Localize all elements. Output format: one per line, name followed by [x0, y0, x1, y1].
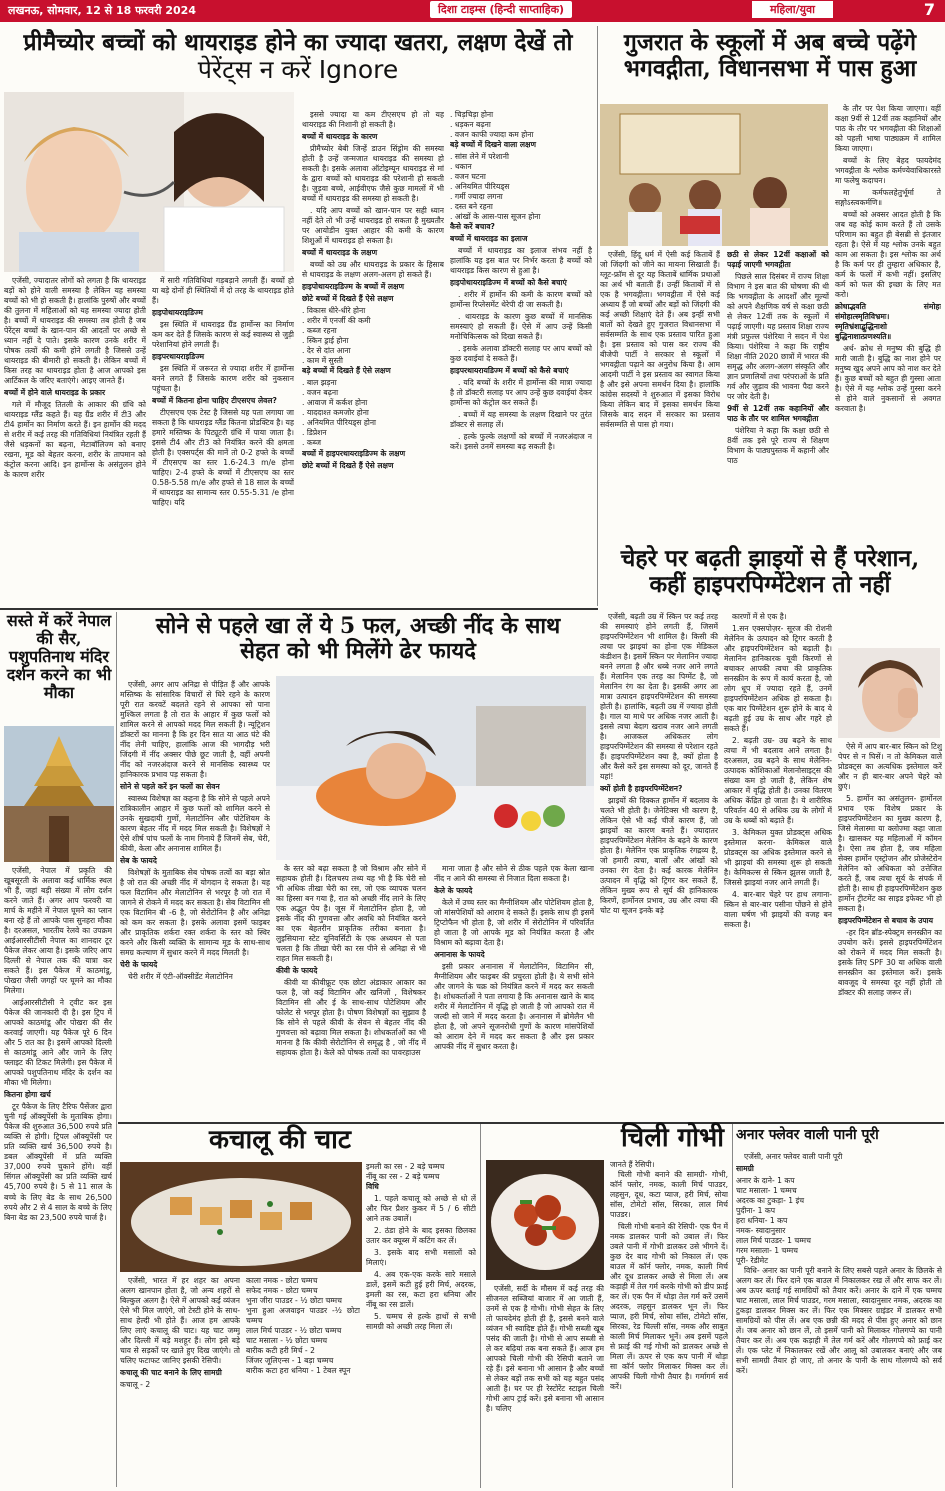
story1-column-4	[450, 110, 592, 606]
list-item: हरा धनिया- 1 कप	[736, 1216, 788, 1226]
chilli-gobhi-illustration	[486, 1160, 604, 1280]
story1-headline-line2: पेरेंट्स न करें Ignore	[197, 54, 399, 84]
story2-column-1	[600, 250, 720, 542]
list-item: गरम मसाला- 1 चम्मच	[736, 1246, 798, 1256]
list-item: . अनियमित पीरियड्स होना	[302, 418, 377, 428]
paragraph: पिछले साल दिसंबर में राज्य शिक्षा विभाग ने इस बात की घोषणा की थी कि भगवद्गीता के आदर्शों और मूल्यों को अपने शैक्षणिक वर्ष से कक्षा छठी से लेकर 12वीं तक के स्कूलों में पढ़ाई जाएगी। यह प्रस्ताव शिक्षा राज्य मंत्री प्रफुल्ल पंशेरिया ने सदन में पेश किया। पंशेरिया ने कहा कि राष्ट्रीय शिक्षा नीति 2020 छात्रों में भारत की समृद्ध और अलग-अलग संस्कृति और ज्ञान प्रणालियों तथा परंपराओं के प्रति गर्व और जुड़ाव की भावना पैदा करने पर जोर देती है।	[727, 272, 829, 402]
list-item: . स्किन ड्राई होना	[302, 336, 349, 346]
kachalu-chaat-photo	[120, 1162, 362, 1272]
recipe3-headline: अनार फ्लेवर वाली पानी पूरी	[736, 1127, 879, 1143]
subheading: छोटे बच्चों में दिखते हैं ऐसे लक्षण	[302, 294, 394, 304]
paragraph: एजेंसी, भारत में हर शहर का अपना अलग खानपान होता है, जो अन्य शहरों से बिल्कुल अलग है। ऐसे में आपको कई व्यंजन ऐसे भी मिल जाएंगे, जो टेस्टी होने के साथ-साथ हेल्दी भी होते हैं। आज हम आपके लिए लाएं कचालू की चाट। यह चाट जम्मू और दिल्ली में बड़े मशहूर हैं। लोग इसे बड़े चाव से सड़कों पर खाते हुए दिख जाएंगे। तो चलिए फटाफट जानिए इसकी रेसिपी।	[120, 1276, 240, 1366]
paragraph: के स्तर को बढ़ा सकता है जो विश्राम और सोने में सहायक होती है। दिलचस्प तथ्य यह भी है कि चेरी सो भी अधिक तीखा चेरी का रस, जो एक व्यापक चलन का हिस्सा बन गया है, रात को अच्छी नींद लाने के लिए एक अद्भुत पेय है। जूस में मेलाटोनिन होता है, जो इसके नींद की गुणवत्ता और अवधि को नियंत्रित करने का एक बेहतरीन प्राकृतिक तरीका बनाता है। लुइसियाना स्टेट यूनिवर्सिटी के एक अध्ययन से पता चलता है कि तीखा चेरी का रस पीने से अनिद्रा से भी राहत मिल सकती है।	[276, 864, 426, 964]
story1-headline-line1: प्रीमैच्योर बच्चों को थायराइड होने का ज्यादा खतरा, लक्षण देखें तो	[23, 29, 573, 56]
paragraph: आईआरसीटीसी ने ट्वीट कर इस पैकेज की जानकारी दी है। इस ट्रिप में आपको काठमांडू और पोखरा की सैर करवाई जाएगी। यह पैकेज पूरे 6 दिन और 5 रात का है। इसमें आपको दिल्ली से काठमांडू आने और जाने के लिए फ्लाइट की टिकट मिलेगी। इस पैकेज में आपको पशुपतिनाथ मंदिर के दर्शन का मौका भी मिलेगा।	[4, 998, 112, 1088]
paragraph: . बच्चों में यह समस्या के लक्षण दिखाने पर तुरंत डॉक्टर से सलाह लें।	[450, 410, 592, 430]
story5-column-2	[724, 612, 832, 1120]
list-item: . गर्मी ज्यादा लगना	[450, 192, 503, 202]
subheading: बच्चों में थायराइड के लक्षण	[302, 248, 378, 258]
paragraph: 5. हार्मोन का असंतुलन- हार्मोनल प्रभाव एक विशेष प्रकार के हाइपरपिग्मेंटेशन का मुख्य कारण है, जिसे मेलास्मा या क्लोज्मा कहा जाता है। खासकर यह महिलाओं में कॉमन है। ऐसा तब होता है, जब महिला सेक्स हार्मोन एस्ट्रोजन और प्रोजेस्टेरोन मेलेनिन को अधिकता को उत्तेजित करते हैं, जब त्वचा सूर्य के संपर्क में होती है। साथ ही हाइपरपिग्मेंटेशन कुछ हार्मोन ट्रीटमेंट का साइड इफेक्ट भी हो सकता है।	[838, 794, 942, 914]
story2-column-3	[835, 104, 941, 542]
list-item: . शरीर में एनर्जी की कमी	[302, 316, 371, 326]
paragraph: 3. केमिकल युक्त प्रोडक्ट्स अधिक इस्तेमाल करना- केमिकल वाले प्रोडक्ट्स का अधिक इस्तेमाल करने से भी झाइयां की समस्या शुरू हो सकती है। केमिकल्स से स्किन झुलस जाती है, जिससे झाइयां नजर आने लगती हैं।	[724, 828, 832, 888]
paragraph: . इसके अलावा डॉक्टरी सलाह पर आप बच्चों को कुछ दवाईयां दे सकते हैं।	[450, 344, 592, 364]
subheading: छोटे बच्चों में दिखते हैं ऐसे लक्षण	[302, 460, 394, 470]
paragraph: एजेंसी, हिंदू धर्म में ऐसी कई किताबें हैं जो जिंदगी को जीने का मायना सिखाती हैं। ग्लूट-फ्रॉम से दूर यह किताबें धार्मिक प्रथाओं का अर्थ भी बताती हैं। उन्हीं किताबों में से एक है भगवद्गीता। भगवद्गीता में ऐसे कई अध्याय हैं जो बच्चों और बड़ों को जिंदगी की कई अच्छी शिक्षाएं देते हैं। अब इन्हीं सभी बातों को देखते हुए गुजरात विधानसभा में सर्वसम्मति के साथ एक प्रस्ताव पारित हुआ है। इस प्रस्ताव को पास कर राज्य की बीजेपी पार्टी ने सरकार से स्कूलों में भगवद्गीता पढ़ाने का अनुरोध किया है। आम आदमी पार्टी ने इस प्रस्ताव का स्वागत किया है और इसे अपना समर्थन दिया है। हालांकि कांग्रेस सदस्यों ने शुरुआत में इसका विरोध किया लेकिन बाद में इसका समर्थन किया जिसके बाद सदन में सरकार का प्रस्ताव सर्वसम्मति से पास हो गया।	[600, 250, 720, 430]
subheading: अनानास के फायदे	[434, 950, 485, 960]
subheading: क्यों होती है हाइपरपिग्मेंटेशन?	[600, 784, 683, 794]
list-item: जिंजर जूलिएन्स - 1 बड़ा चम्मच	[246, 1356, 334, 1366]
column-divider	[732, 1124, 733, 1488]
paragraph: . हल्के फुल्के लक्षणों को बच्चों में नजरअंदाज न करें। इससे उनमें समस्या बढ़ सकती है।	[450, 432, 592, 452]
recipe2-headline: चिली गोभी	[620, 1123, 724, 1153]
recipe2-intro	[486, 1284, 604, 1488]
subheading: बच्चों में हाइपरथायराइडिज्म के लक्षण	[302, 448, 406, 458]
subheading: हाइपोथायराइडिज्म	[152, 308, 203, 318]
list-item: चाट मसाला- 1 चम्मच	[736, 1186, 797, 1196]
list-item: . कब्ज	[302, 438, 322, 448]
page-number: 7	[923, 0, 935, 19]
paragraph: स्वास्थ्य विशेषज्ञ का कहना है कि सोने से पहले अपने रात्रिकालीन आहार में कुछ फलों को शामिल करने से उनके सुखदायी गुणों, मेलाटोनिन और पोटेशियम के कारण बेहतर नींद में मदद मिल सकती है। विशेषज्ञों ने ऐसे शीर्ष पांच फलों के नाम गिनाये हैं जिनमें सेब, चेरी, कीवी, केला और अनानास शामिल हैं।	[120, 794, 270, 854]
face-illustration	[838, 648, 940, 738]
child-doctor-photo	[4, 92, 294, 272]
paragraph: कीवी या कीवीफ्रूट एक छोटा अंडाकार आकार का फल है, जो कई विटामिन और खनिजों , विशेषकर विटामिन सी और ई के साथ-साथ पोटेशियम और फोलेट से भरपूर होता है। पोषण विशेषज्ञों का सुझाव है कि सोने से पहले कीवी के सेवन से बेहतर नींद की गुणवत्ता को बढ़ावा मिल सकता है। शोधकर्ताओं का भी मानना है कि कीवी सेरोटोनिन से समृद्ध है , जो नींद में सहायक होता है। केले को पोषक तत्वों का पावरहाउस	[276, 978, 426, 1058]
subheading: कचालू की चाट बनाने के लिए सामग्री	[120, 1368, 222, 1378]
paragraph: विधि- अनार का पानी पूरी बनाने के लिए सबसे पहले अनार के छिलके से अलग कर लें। फिर दाने एक बाउल में निकालकर रख लें और साफ कर लें। अब ऊपर बताई गई सामग्रियों को तैयार करें। अनार के दाने में एक चम्मच चाट मसाला, लाल मिर्च पाउडर, गरम मसाला, स्वादानुसार नमक, अदरक का टुकड़ा डालकर मिक्स कर लें। फिर एक मिक्सर ग्राइंडर में डालकर सभी सामग्रियों को पीस लें। अब एक छन्नी की मदद से पीस हुए अनार को छान लें। जब अनार को छान लें, तो इसमें पानी को मिलाकर गोलगप्पे का पानी तैयार कर लें। अब एक कड़ाही में तेल गर्म करें और गोलगप्पे को फ्राई कर लें। एक प्लेट में निकालकर रखें और आलू को उबालकर बनाएं और जब सभी सामग्री तैयार हो जाए, तो अनार के पानी के साथ गोलगप्पे को सर्व करें।	[736, 1266, 942, 1376]
subheading: क्रोधाद्भवति संमोहः संमोहात्स्मृतिविभ्रमः। स्मृतिभ्रंशाद्बुद्धिनाशो बुद्धिनाशात्प्रणश्यति॥	[835, 302, 941, 342]
story1-column-1	[4, 276, 146, 606]
story4-headline-line2: सेहत को भी मिलेंगे ढेर फायदे	[240, 637, 476, 664]
subheading: बच्चों में कितना होना चाहिए टीएसएच लेवल?	[152, 396, 277, 406]
list-item: लाल मिर्च पाउडर- 1 चम्मच	[736, 1236, 811, 1246]
recipe1-headline: कचालू की चाट	[209, 1125, 351, 1155]
kachalu-illustration	[120, 1162, 362, 1272]
paragraph: इस स्थिति में जरूरत से ज्यादा शरीर में हार्मोन्स बनने लगते हैं जिसके कारण शरीर को नुकसान पहुंचता है।	[152, 364, 294, 394]
list-item: . चिड़चिड़ा होना	[450, 110, 494, 119]
page-header	[0, 0, 945, 22]
subheading: हाइपोथायराइडिज्म के बच्चों में लक्षण	[302, 282, 404, 292]
paragraph: एजेंसी, ज्यादातर लोगों को लगता है कि थायराइड बड़ों को होने वाली समस्या है लेकिन यह समस्या बच्चों को भी हो सकती है। हालांकि पुरुषों और बच्चों की तुलना में महिलाओं को यह समस्या ज्यादा होती है। बच्चों में थायराइड की समस्या तब होती है जब पेरेंट्स बच्चों के खान-पान की आदतों पर अच्छे से ध्यान नहीं दे पाते। इसके कारण उनके शरीर में पोषक तत्वों की कमी होने लगती है जिससे उन्हें थायराइड की बीमारी हो सकती है। लेकिन बच्चों में किस तरह का थायराइड होता है आज आपको इस आर्टिकल के जरिए बताएंगे। आइए जानते हैं।	[4, 276, 146, 386]
paragraph: 4. अब एक-एक करके सारे मसाले डालें, इसमें कटी हुई हरी मिर्च, अदरक, इमली का रस, कटा हरा धनिया और नींबू का रस डालें।	[366, 1270, 476, 1310]
subheading: केले के फायदे	[434, 886, 473, 896]
list-item: भुना जीरा पाउडर - ½ छोटा चम्मच	[246, 1296, 342, 1306]
list-item: . काम में सुस्ती	[302, 356, 343, 366]
story4-headline	[120, 614, 596, 663]
pashupatinath-temple-photo	[4, 726, 114, 862]
story5-headline	[600, 546, 940, 598]
paragraph: . यदि आप बच्चों को खान-पान पर सही ध्यान नहीं देते तो भी उन्हें थायराइड हो सकता है मुख्यतौर पर आयोडीन युक्त आहार की कमी के कारण शिशुओं में थायराइड हो सकता है।	[302, 206, 444, 246]
paragraph: कारणों में से एक है।	[732, 612, 787, 621]
story3-headline: सस्ते में करें नेपाल की सैर, पशुपतिनाथ मंदिर दर्शन करने का भी मौका	[6, 611, 112, 702]
list-item: सफेद नमक - छोटा चम्मच	[246, 1286, 318, 1296]
list-item: . विकास धीरे-धीरे होना	[302, 306, 366, 316]
recipe3-body	[736, 1152, 942, 1488]
list-item: . दस्त बने रहना	[450, 202, 493, 212]
story3-body	[4, 866, 112, 1486]
subheading: हाइपरपिग्मेंटेशन से बचाव के उपाय	[838, 916, 934, 926]
subheading: कितना होगा खर्च	[4, 1090, 51, 1100]
subheading: बच्चों में होने वाले थायराइड के प्रकार	[4, 388, 106, 398]
list-item: पूरी- रेडीमेट	[736, 1256, 769, 1266]
story4-headline-line1: सोने से पहले खा लें ये 5 फल, अच्छी नींद के साथ	[155, 613, 561, 639]
paragraph: 2. बढ़ती उम्र- उम्र बढ़ने के साथ त्वचा में भी बदलाव आने लगता है। दरअसल, उम्र बढ़ने के साथ मेलेनिन-उत्पादक कोशिकाओं मेलानोसाइट्स की संख्या कम हो जाती है, लेकिन शेष आकार में वृद्धि होती है। उनका वितरण अधिक केंद्रित हो जाता है। ये शारीरिक परिवर्तन 40 से अधिक उम्र के लोगों में उम्र के धब्बों को बढ़ाते हैं।	[724, 736, 832, 826]
gita-students-illustration	[600, 104, 828, 246]
subheading: बड़े बच्चों में दिखने वाला लक्षण	[450, 140, 536, 150]
subheading: 9वीं से 12वीं तक कहानियों और पाठ के तौर पर शामिल भगवद्गीता	[727, 404, 829, 424]
list-item: भुना हुआ अजवाइन पाउडर -½ छोटा चम्मच	[246, 1306, 360, 1326]
list-item: जानते हैं रेसिपी।	[610, 1160, 655, 1169]
list-item: अदरक का टुकड़ा- 1 इंच	[736, 1196, 805, 1206]
story5-column-3	[838, 742, 942, 1120]
story4-column-2	[276, 864, 426, 1120]
recipe1-column-3	[366, 1162, 476, 1488]
story5-headline-line2: कहीं हाइपरपिग्मेंटेशन तो नहीं	[649, 570, 891, 598]
subheading: विधि	[366, 1182, 379, 1192]
list-item: . याददाश्त कमजोर होना	[302, 408, 369, 418]
paragraph: गले में मौजूद तितली के आकार की ग्रंथि को थायराइड ग्लैंड कहते हैं। यह ग्रैंड शरीर में टी3 और टी4 हार्मोन का निर्माण करते हैं। इन हार्मोन की मदद से शरीर में कई तरह की गतिविधियां नियंत्रित रहती हैं जैसे धड़कनों का बढ़ना, मेटाबॉलिज्म को बनाए रखना, मूड को बेहतर करना, शरीर के तापमान को कंट्रोल करना आदि। इन हार्मोन्स के असंतुलन होने के कारण शरीर	[4, 400, 146, 480]
recipe2-body	[610, 1160, 728, 1488]
paragraph: अर्थ- क्रोध से मनुष्य की बुद्धि ही मारी जाती है। बुद्धि का नाश होने पर मनुष्य खुद अपने आप को नाश कर देते हैं। कुछ बच्चों को बहुत ही गुस्सा आता है। ऐसे में यह श्लोक उन्हें गुस्सा करने से होने वाले नुकसानों से अवगत करवाता है।	[835, 344, 941, 414]
list-item: . अनियमित पीरियड्स	[450, 182, 510, 192]
paragraph: . थायराइड के कारण कुछ बच्चों में मानसिक समस्याएं हो सकती हैं। ऐसे में आप उन्हें किसी मनोचिकित्सक को दिखा सकते हैं।	[450, 312, 592, 342]
woman-face-photo	[838, 648, 940, 738]
story5-headline-line1: चेहरे पर बढ़ती झाइयों से हैं परेशान,	[620, 545, 920, 572]
paragraph: 4. बार-बार चेहरे पर हाथ लगाना- स्किन से बार-बार पसीना पोंछने से होने वाला घर्षण भी झाइयों की वजह बन सकता है।	[724, 890, 832, 930]
subheading: सोने से पहले करें इन फलों का सेवन	[120, 782, 220, 792]
list-item: . सांस लेने में परेशानी	[450, 152, 509, 162]
paragraph: . यदि बच्चों के शरीर में हार्मोन्स की मात्रा ज्यादा है तो डॉक्टरी सलाह पर आप उन्हें कुछ दवाईयां देकर हार्मोन्स को कंट्रोल कर सकते हैं।	[450, 378, 592, 408]
paragraph: इसी प्रकार अनानास में मेलाटोनिन, विटामिन सी, मैग्नीशियम और फाइबर की प्रचुरता होती है। ये सभी सोने और जागने के चक्र को नियंत्रित करने में मदद कर सकती है। शोधकर्ताओं ने पता लगाया है कि अनानास खाने के बाद शरीर में मेलाटोनिन में वृद्धि हो जाती है जो आपको रात में जल्दी सो जाने में मदद करता है। अनानास में ब्रोमेलैन भी होता है, जो अपने सूजनरोधी गुणों के कारण मांसपेशियों को आराम देने में मदद कर सकता है और इस प्रकार आपकी नींद में सुधार करता है।	[434, 962, 594, 1052]
section-name: महिला/युवा	[752, 1, 833, 18]
subheading: बच्चों में थायराइड के कारण	[302, 132, 378, 142]
story2-headline-line1: गुजरात के स्कूलों में अब बच्चे पढ़ेंगे	[623, 29, 917, 56]
subheading: हाइपरथायरायडिज्म में बच्चों को कैसे बचाएं	[450, 366, 569, 376]
paragraph: एजेंसी, नेपाल में प्रकृति की खूबसूरती के अलावा कई धार्मिक स्थल भी हैं, जहां बड़ी संख्या में लोग दर्शन करने जाते हैं। अगर आप फरवरी या मार्च के महीने में नेपाल घूमने का प्लान बना रहे हैं तो आपके पास सुनहरा मौका है। दरअसल, भारतीय रेलवे का उपक्रम आईआरसीटीसी नेपाल का शानदार टूर पैकेज लेकर आया है। इसके जरिए आप दिल्ली से नेपाल तक की यात्रा कर सकते हैं। इस पैकेज में काठमांडू, पोखरा जैसी जगहों पर घूमने का मौका मिलेगा।	[4, 866, 112, 996]
story1-headline	[4, 30, 592, 84]
story1-column-3	[302, 110, 444, 606]
list-item: बारीक कटा हरा धनिया - 1 टेबल स्पून	[246, 1366, 351, 1376]
list-item: . कब्ज रहना	[302, 326, 337, 336]
list-item: काला नमक - छोटा चम्मच	[246, 1276, 318, 1285]
list-item: इमली का रस - 2 बड़े चम्मच	[366, 1162, 445, 1171]
subheading: छठी से लेकर 12वीं कक्षाओं को पढ़ाई जाएगी भगवद्गीता	[727, 250, 829, 270]
list-item: . वजन बढ़ना	[302, 388, 339, 398]
list-item: . देर से दांत आना	[302, 346, 351, 356]
list-item: नमक- स्वादानुसार	[736, 1226, 786, 1236]
list-item: . वजन काफी ज्यादा कम होना	[450, 130, 534, 140]
section-divider	[0, 608, 598, 610]
story2-headline	[600, 30, 940, 82]
list-item: . धड़कन बढ़ना	[450, 120, 491, 130]
newspaper-name: दिशा टाइम्स (हिन्दी साप्ताहिक)	[430, 1, 572, 18]
paragraph: . शरीर में हार्मोन की कमी के कारण बच्चों को हार्मोन्स रिप्लेसमेंट थेरेपी दी जा सकती है।	[450, 290, 592, 310]
paragraph: एजेंसी, बढ़ती उम्र में स्किन पर कई तरह की समस्याएं होने लगती हैं, जिसमें हाइपरपिग्मेंटेशन भी शामिल है। किसी की त्वचा पर झाइयां का होना एक मेडिकल कंडीशन है। इसमें स्किन पर मेलानिन ज्यादा बनने लगता है और धब्बे नजर आने लगते हैं। मेलानिन एक तरह का पिग्मेंट है, जो मेलानिन रंग का देता है। इसकी अगर आ मात्रा उत्पादन हाइपरपिग्मेंटेशन की समस्या होती है। हालांकि, बढ़ती उम्र में ज्यादा होती है। गाल या माथे पर अधिक नजर आती है। इससे त्वचा बेदाग खराब नजर आने लगती है। आजकल अधिकतर लोग हाइपरपिग्मेंटेशन की समस्या से परेशान रहते हैं। हाइपरपिग्मेंटेशन क्या है, क्यों होता है और कैसे करें इस समस्या को दूर, जानते हैं यहां!	[600, 612, 718, 782]
column-divider	[480, 1124, 481, 1488]
paragraph: एजेंसी, सर्दी के मौसम में कई तरह की सीजनल सब्जियां बाजार में आ जाती हैं, उनमें से एक है गोभी। गोभी सेहत के लिए तो फायदेमंद होती ही है, इससे बनने वाले व्यंजन भी स्वादिष्ट होते हैं। गोभी सब्जी खूब पसंद की जाती है। गोभी से आप सब्जी से ले कर बढ़ियां तक बना सकते हैं। आज हम आपको चिली गोभी की रेसिपी बताने जा रहे हैं। इसे बनाना भी आसान है और बच्चों से लेकर बड़ों तक सभी को यह बहुत पसंद आती है। घर पर ही रेस्टोरेंट स्टाइल चिली गोभी आप ट्राई करें। इसे बनाना भी आसान है। चलिए	[486, 1284, 604, 1414]
list-item: अनार के दाने- 1 कप	[736, 1176, 795, 1186]
subheading: हाइपरथायराइडिज्म	[152, 352, 205, 362]
paragraph: विशेषज्ञों के मुताबिक सेब पोषक तत्वों का बड़ा स्रोत है जो रात की अच्छी नींद में योगदान दे सकता है। यह फल विटामिन और मेलाटोनिन से भरपूर है जो रात में जागने से रोकने में मदद कर सकता है। सेब विटामिन सी एक विटामिन बी -6 है, जो सेरोटोनिन है और अनिद्रा को कम कर सकता है। इसके अलावा इसमें फाइबर और प्राकृतिक शर्करा रक्त शर्करा के स्तर को स्थिर करने और किसी व्यक्ति के सामान्य मूड के साथ-साथ समग्र कल्याण में सुधार करने में मदद मिलती है।	[120, 868, 270, 958]
issue-date: लखनऊ, सोमवार, 12 से 18 फरवरी 2024	[8, 4, 196, 17]
list-item: बारीक कटी हरी मिर्च - 2	[246, 1346, 315, 1356]
paragraph: चेरी शरीर में एंटी-ऑक्सीडेंट मेलाटोनिन	[128, 972, 233, 982]
paragraph: 3. इसके बाद सभी मसालों को मिलाएं।	[366, 1248, 476, 1268]
list-item: कचालू - 2	[120, 1380, 151, 1390]
list-item: पुदीना- 1 कप	[736, 1206, 776, 1216]
paragraph: -हर दिन ब्रॉड-स्पेक्ट्रम सनस्क्रीन का उपयोग करें। इससे हाइपरपिग्मेंटेशन को रोकने में मदद मिल सकती है। इसके लिए SPF 30 या अधिक वाली सनस्क्रीन का इस्तेमाल करें। इसके बावजूद ये समस्या दूर नहीं होती तो डॉक्टर की सलाह जरूर लें।	[838, 928, 942, 998]
paragraph: ऐसे में आप बार-बार स्किन को टिशु पेपर से न घिसें। न तो केमिकल वाले प्रोडक्ट्स का अत्यधिक इस्तेमाल करें और न ही बार-बार अपने चेहरे को छुएं।	[838, 742, 942, 792]
subheading: हाइपोथायराइडिज्म में बच्चों को कैसे बचाएं	[450, 278, 567, 288]
paragraph: एजेंसी, अगर आप अनिद्रा से पीड़ित हैं और आपके मस्तिष्क के सांसारिक विचारों से घिरे रहने के कारण पूरी रात करवटें बदलते रहने से आपका सो पाना मुश्किल लगता है तो रात के आहार में कुछ फलों को शामिल करने से आपको मदद मिल सकती है। न्यूट्रिशन डॉक्टरों का मानना है कि हर दिन सात या आठ घंटे की नींद लेनी चाहिए, हालांकि आज की भागदौड़ भरी जिंदगी में नींद अक्सर पीछे छूट जाती है, वहीं अपनी नींद को नजरअंदाज करने से मानसिक स्वास्थ्य पर हानिकारक प्रभाव पड़ सकता है।	[120, 680, 270, 780]
sleep-illustration	[276, 676, 594, 860]
paragraph: बच्चों को अक्सर आदत होती है कि जब वह कोई काम करते हैं तो उसके परिणाम का बहुत ही बेसब्री से इंतजार रहता है। ऐसे में यह श्लोक उनके बहुत काम आ सकता है। इस श्लोक का अर्थ है कि कर्म पर ही तुम्हारा अधिकार है, कर्म के फलों में कभी नहीं। इसलिए कर्म को फल की इच्छा के लिए मत करो।	[835, 210, 941, 300]
chilli-gobhi-photo	[486, 1160, 604, 1280]
paragraph: माना जाता है और सोने से ठीक पहले एक केला खाना नींद न आने की समस्या से निजात दिला सकता है।	[434, 864, 594, 884]
paragraph: इस स्थिति में थायराइड ग्रैंड हार्मोन्स का निर्माण कम कर देते हैं जिसके कारण से कई स्वास्थ्य से जुड़ी परेशानियां होने लगती हैं।	[152, 320, 294, 350]
paragraph: बच्चों को उम्र और थायराइड के प्रकार के हिसाब से थायराइड के लक्षण अलग-अलग हो सकते हैं।	[302, 260, 444, 280]
subheading: सामग्री	[736, 1164, 754, 1174]
paragraph: मा कर्मफलहेतुर्भूर्मा ते सङ्गोऽस्त्वकर्मणि॥	[835, 188, 941, 208]
column-divider	[116, 612, 117, 1487]
story2-headline-line2: भगवद्गीता, विधानसभा में पास हुआ	[623, 54, 917, 82]
paragraph: पंशेरिया ने कहा कि कक्षा छठी से 8वीं तक इसे पूरे राज्य से शिक्षण विभाग के पाठ्यपुस्तक में कहानी और पाठ	[727, 426, 829, 466]
recipe1-column-1	[120, 1276, 240, 1488]
temple-illustration	[4, 726, 114, 862]
paragraph: चिली गोभी बनाने की सामग्री- गोभी, कॉर्न फ्लोर, नमक, काली मिर्च पाउडर, लहसुन, दूध, कटा प्याज, हरी मिर्च, सोया सॉस, टोमेटो सॉस, सिरका, लाल मिर्च पाउडर।	[610, 1170, 728, 1220]
paragraph: 2. ठंडा होने के बाद इसका छिलका उतार कर क्यूब्स में कटिंग कर लें।	[366, 1226, 476, 1246]
child-doctor-illustration	[4, 92, 294, 272]
list-item: . बाल झड़ना	[302, 378, 337, 388]
paragraph: चिली गोभी बनाने की रेसिपी- एक पैन में नमक डालकर पानी को उबाल लें। फिर उबले पानी में गोभी डालकर उसे भीगने दें। कुछ देर बाद गोभी को निकाल लें। एक बाउल में कॉर्न फ्लोर, नमक, काली मिर्च और दूध डालकर अच्छे से मिला लें। अब कड़ाही में तेल गर्म करके गोभी को डीप फ्राई कर लें। एक पैन में थोड़ा तेल गर्म करें उसमें अदरक, लहसुन डालकर भून लें। फिर प्याज, हरी मिर्च, सोया सॉस, टोमेटो सॉस, सिरका, रेड चिल्ली सॉस, नमक और साबुत काली मिर्च मिलाकर भूनें। अब इसमें पहले से फ्राई की गई गोभी को डालकर अच्छे से मिला लें। ऊपर से एक कप पानी में थोड़ा सा कॉर्न फ्लोर मिलाकर मिक्स कर लें। आपकी चिली गोभी तैयार है। गर्मागर्म सर्व करें।	[610, 1222, 728, 1392]
subheading: सेब के फायदे	[120, 856, 157, 866]
subheading: बच्चों में थायराइड का इलाज	[450, 234, 528, 244]
subheading: चेरी के फायदे	[120, 960, 158, 970]
story4-column-1	[120, 680, 270, 1120]
subheading: कैसे करें बचाव?	[450, 222, 495, 232]
list-item: . आंखों के आस-पास सूजन होना	[450, 212, 541, 222]
list-item: . थकान	[450, 162, 472, 172]
paragraph: बच्चों में थायराइड का इलाज संभव नहीं है हालांकि यह इस बात पर निर्भर करता है बच्चों को थायराइड किस कारण से हुआ है।	[450, 246, 592, 276]
paragraph: में सारी गतिविधियां गड़बड़ाने लगती हैं। बच्चों हो या बड़े दोनों ही स्थितियों में दो तरह के थायराइड होते हैं।	[152, 276, 294, 306]
list-item: . डिप्रेशन	[302, 428, 327, 438]
paragraph: टूर पैकेज के लिए टैरिफ पैसेंजर द्वारा चुनी गई ऑक्यूपेंसी के मुताबिक होगा। पैकेज की शुरुआत 36,500 रुपये प्रति व्यक्ति से होगी। ट्रिपल ऑक्यूपेंसी पर प्रति व्यक्ति खर्च 36,500 रुपये है। डबल ऑक्यूपेंसी में प्रति व्यक्ति 37,000 रुपये चुकाने होंगे। वहीं सिंगल ऑक्यूपेंसी का प्रति व्यक्ति खर्च 45,700 रुपये है। 5 से 11 साल के बच्चे के लिए बेड के साथ 26,500 रुपये और 2 से 4 साल के बच्चे के लिए बिना बेड का 23,500 रुपये चार्ज है।	[4, 1102, 112, 1222]
story4-column-3	[434, 864, 594, 1120]
column-divider	[597, 26, 598, 606]
list-item: . आवाज में कर्कश होना	[302, 398, 368, 408]
subheading: बड़े बच्चों में दिखते हैं ऐसे लक्षण	[302, 366, 391, 376]
paragraph: टीएसएच एक टेस्ट है जिससे यह पता लगाया जा सकता है कि थायराइड ग्लैंड कितना प्रोडक्टिव है। यह हमारे मस्तिष्क के पिट्यूटरी ग्रंथि में पाया जाता है। इससे टी4 और टी3 को नियंत्रित करने की क्षमता होती है। एक्सपर्ट्स की मानें तो 0-2 हफ्ते के बच्चों में टीएसएच का स्तर 1.6-24.3 m/e होना चाहिए। 2-4 हफ्ते के बच्चों में टीएसएच का स्तर 0.58-5.58 m/e और हफ्ते से 18 साल के बच्चों में थायराइड का सामान्य स्तर 0.55-5.31 /e होना चाहिए। यदि	[152, 408, 294, 508]
woman-sleeping-photo	[276, 676, 594, 860]
list-item: . वजन घटना	[450, 172, 486, 182]
list-item: चाट मसाला - ½ छोटा चम्मच	[246, 1336, 328, 1346]
paragraph: 5. चम्मच से हल्के हाथों से सभी सामग्री को अच्छी तरह मिला लें।	[366, 1312, 476, 1332]
paragraph: के तौर पर पेश किया जाएगा। वहीं कक्षा 9वीं से 12वीं तक कहानियों और पाठ के तौर पर भगवद्गीता की शिक्षाओं को पहली भाषा पाठ्यक्रम में शामिल किया जाएगा।	[835, 104, 941, 154]
paragraph: झाइयों की दिक्कत हार्मोन में बदलाव के चलते भी होती है। जेनेटिक्स भी कारण है, लेकिन ऐसे भी कई चीजें कारण हैं, जो झाइयों का कारण बनते हैं। ज्यादातर हाइपरपिग्मेंटेशन मेलेनिन के बढ़ने के कारण होता है। मेलेनिन एक प्राकृतिक रंगद्रव्य है, जो हमारी त्वचा, बालों और आंखों को उनका रंग देता है। कई कारक मेलेनिन उत्पादन में वृद्धि को ट्रिगर कर सकते हैं, लेकिन मुख्य रूप से सूर्य की हानिकारक किरणें, हार्मोनल प्रभाव, उम्र और त्वचा की चोट या सूजन इनके बड़े	[600, 796, 718, 916]
story5-column-1	[600, 612, 718, 1120]
paragraph: 1. पहले कचालू को अच्छे से धो लें और फिर प्रैशर कुकर में 5 / 6 सीटी आने तक उबालें।	[366, 1194, 476, 1224]
paragraph: एजेंसी, अनार फ्लेवर वाली पानी पूरी	[744, 1152, 843, 1161]
recipe1-column-2	[246, 1276, 360, 1488]
paragraph: केले में उच्च स्तर का मैग्नीशियम और पोटेशियम होता है, जो मांसपेशियों को आराम दे सकते हैं। इसके साथ ही इसमें ट्रिप्टोफैन भी होता है, जो शरीर में सेरोटोनिन में परिवर्तित हो जाता है जो आपके मूड को नियंत्रित करता है और विश्राम को बढ़ावा देता है।	[434, 898, 594, 948]
paragraph: प्रीमैच्योर बेबी जिन्हें डाउन सिंड्रोम की समस्या होती है उन्हें जन्मजात थायराइड की समस्या हो सकती है। इसके अलावा ऑटोइम्यून थायराइड से मां के द्वारा बच्चों को थायराइड की परेशानी हो सकती है। जुड़वा बच्चे, आईवीएफ जैसे कुछ मामलों में भी बच्चों में थायराइड की समस्या हो सकती है।	[302, 144, 444, 204]
paragraph: बच्चों के लिए बेहद फायदेमंद भगवद्गीता के श्लोक कर्मण्येवाधिकारस्ते मा फलेषु कदाचन।	[835, 156, 941, 186]
gita-students-photo	[600, 104, 828, 246]
list-item: नींबू का रस - 2 बड़े चम्मच	[366, 1172, 440, 1182]
story2-column-2	[727, 250, 829, 542]
story1-column-2	[152, 276, 294, 606]
paragraph: 1.सन एक्सपोज़र- सूरज की रोशनी मेलेनिन के उत्पादन को ट्रिगर करती है और हाइपरपिग्मेंटेशन को बढ़ाती है। मेलानिन हानिकारक यूवी किरणों से बचाकर आपकी त्वचा की प्राकृतिक सनस्क्रीन के रूप में कार्य करता है, जो लोग धूप में ज्यादा रहते हैं, उनमें हाइपरपिग्मेंटेशन अधिक हो सकता है। एक बार पिग्मेंटेशन शुरू होने के बाद ये बढ़ती हुई उम्र के साथ और गहरे हो सकते हैं।	[724, 624, 832, 734]
paragraph: इससे ज्यादा या कम टीएसएच हो तो यह थायराइड की निशानी हो सकती है।	[302, 110, 444, 130]
subheading: कीवी के फायदे	[276, 966, 318, 976]
list-item: लाल मिर्च पाउडर - ½ छोटा चम्मच	[246, 1326, 342, 1336]
